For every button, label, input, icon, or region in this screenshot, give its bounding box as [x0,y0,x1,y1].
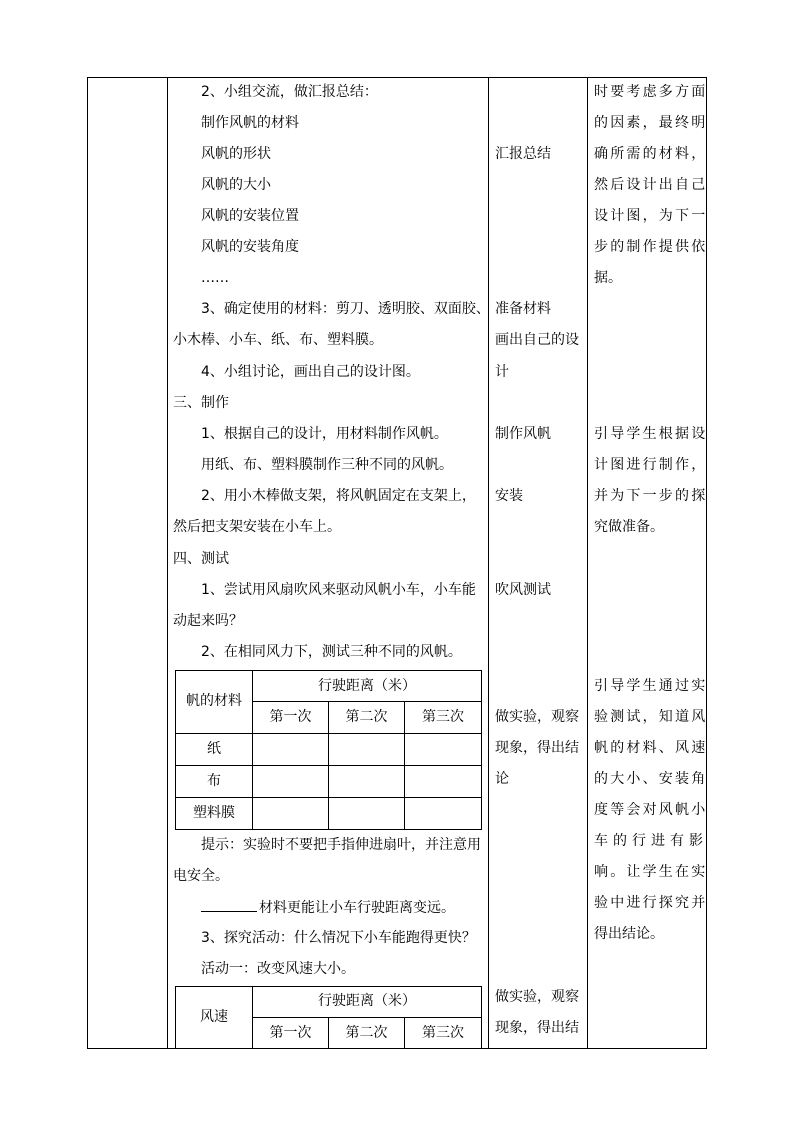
test-step-1: 1、尝试用风扇吹风来驱动风帆小车，小车能 [201,582,476,598]
t1-right [481,670,482,830]
test-step-1-cont: 动起来吗？ [173,613,243,629]
t1-top [175,670,482,671]
intent-test-1: 引导学生通过实 [594,678,708,694]
intent-make-2: 计图进行制作， [594,457,708,473]
intent-line-3: 确所需的材料， [594,146,708,162]
activity-experiment-2b: 现象，得出结 [495,1020,579,1036]
activity-draw: 画出自己的设 [495,332,579,348]
t1-group-header: 行驶距离（米） [318,678,416,694]
activity-report: 汇报总结 [495,146,551,162]
make-step-2: 2、用小木棒做支架，将风帆固定在支架上， [201,488,476,504]
intent-line-7: 据。 [594,270,622,286]
step-3-materials: 3、确定使用的材料：剪刀、透明胶、双面胶、 [201,301,490,317]
make-step-2-cont: 然后把支架安装在小车上。 [173,519,341,535]
intent-test-2: 验测试，知道风 [594,709,708,725]
intent-make-1: 引导学生根据设 [594,426,708,442]
t2-row-header: 风速 [200,1009,228,1025]
table-bottom-border [87,1048,707,1049]
t2-trial-3: 第三次 [422,1025,464,1041]
intent-test-6: 车的行进有影 [594,833,708,849]
t2-group-header: 行驶距离（米） [318,993,416,1009]
section-make-heading: 三、制作 [173,395,229,411]
t1-trial-1: 第一次 [269,709,312,725]
activity-experiment-1b: 现象，得出结 [495,740,579,756]
intent-line-2: 的因素，最终明 [594,115,708,131]
intent-make-4: 究做准备。 [594,519,664,535]
t2-top [175,986,482,987]
intent-line-5: 设计图，为下一 [594,208,708,224]
t1-row-cloth: 布 [207,773,221,789]
activity-wind-test: 吹风测试 [495,582,551,598]
activity-1: 活动一：改变风速大小。 [201,961,355,977]
intent-test-4: 的大小、安装角 [594,771,708,787]
t1-header-split [252,701,482,702]
activity-experiment-1c: 论 [495,771,509,787]
activity-install: 安装 [495,488,523,504]
intent-make-3: 并为下一步的探 [594,488,708,504]
intent-test-7: 响。让学生在实 [594,864,708,880]
intent-test-8: 验中进行探究并 [594,895,708,911]
answer-blank[interactable] [201,897,257,912]
t2-header-split [252,1017,482,1018]
activity-make: 制作风帆 [495,426,551,442]
t2-trial-1: 第一次 [269,1025,312,1041]
intent-test-3: 帆的材料、风速 [594,740,708,756]
t1-trial-2: 第二次 [345,709,388,725]
t1-row-plastic: 塑料膜 [193,805,235,821]
intent-test-5: 度等会对风帆小 [594,802,708,818]
summary-item-shape: 风帆的形状 [201,146,271,162]
table-left-border [87,77,88,1049]
summary-item-material: 制作风帆的材料 [201,115,299,131]
intent-line-6: 步的制作提供依 [594,239,708,255]
step-3-materials-cont: 小木棒、小车、纸、布、塑料膜。 [173,332,383,348]
t1-row-paper: 纸 [207,741,221,757]
summary-item-angle: 风帆的安装角度 [201,239,299,255]
explore-step-3: 3、探究活动：什么情况下小车能跑得更快？ [201,930,476,946]
intent-line-1: 时要考虑多方面 [594,84,708,100]
activity-prepare: 准备材料 [495,301,551,317]
summary-item-position: 风帆的安装位置 [201,208,299,224]
safety-tip: 提示：实验时不要把手指伸进扇叶，并注意用 [201,837,481,853]
safety-tip-cont: 电安全。 [173,868,229,884]
t1-trial-3: 第三次 [422,709,464,725]
test-step-2: 2、在相同风力下，测试三种不同的风帆。 [201,644,462,660]
t1-row-header: 帆的材料 [186,693,242,709]
activity-experiment-1: 做实验，观察 [495,709,579,725]
make-step-1-detail: 用纸、布、塑料膜制作三种不同的风帆。 [201,457,453,473]
column-divider-3 [587,77,588,1049]
section-test-heading: 四、测试 [173,551,229,567]
fill-in-conclusion [201,897,455,918]
conclusion-text: 材料更能让小车行驶距离变远。 [259,900,455,916]
column-divider-2 [488,77,489,1049]
t2-right [481,986,482,1048]
activity-draw-cont: 计 [495,364,509,380]
make-step-1: 1、根据自己的设计，用材料制作风帆。 [201,426,448,442]
summary-ellipsis: …… [201,270,229,286]
column-divider-1 [167,77,168,1049]
summary-item-size: 风帆的大小 [201,177,271,193]
step-4-design: 4、小组讨论，画出自己的设计图。 [201,364,420,380]
table-top-border [87,77,707,78]
intent-test-9: 得出结论。 [594,926,664,942]
step-2-heading: 2、小组交流，做汇报总结： [201,84,378,100]
t2-trial-2: 第二次 [345,1025,388,1041]
intent-line-4: 然后设计出自己 [594,177,708,193]
activity-experiment-2: 做实验，观察 [495,989,579,1005]
